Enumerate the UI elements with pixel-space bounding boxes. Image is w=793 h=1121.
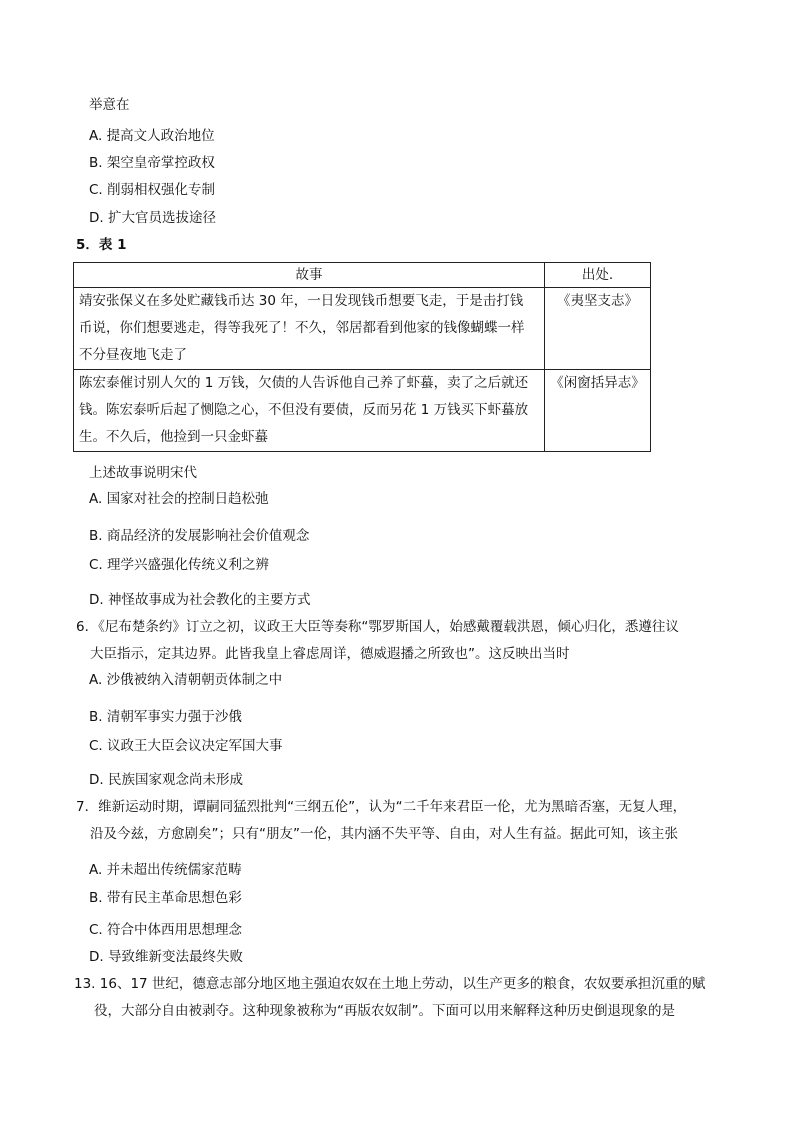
story-line: 币说，你们想要逃走，得等我死了！不久，邻居都看到他家的钱像蝴蝶一样: [79, 320, 525, 336]
table-header-source: 出处.: [545, 263, 651, 288]
q7-option-b: B. 带有民主革命思想色彩: [89, 890, 242, 906]
q6-option-c: C. 议政王大臣会议决定军国大事: [89, 738, 283, 754]
story-line: 生。不久后，他捡到一只金虾蟇: [79, 429, 268, 445]
q5-question-line: 上述故事说明宋代: [89, 465, 197, 481]
story-line: 钱。陈宏泰听后起了恻隐之心，不但没有要债，反而另花 1 万钱买下虾蟇放: [79, 402, 529, 418]
table-row: [74, 288, 651, 370]
story-cell: [74, 370, 545, 452]
q4-option-b: B. 架空皇帝掌控政权: [89, 155, 215, 171]
q5-option-a: A. 国家对社会的控制日趋松弛: [89, 491, 269, 507]
q6-option-d: D. 民族国家观念尚未形成: [89, 772, 243, 788]
q6-option-a: A. 沙俄被纳入清朝朝贡体制之中: [89, 672, 283, 688]
q7-stem-line: 7．维新运动时期，谭嗣同猛烈批判“三纲五伦”，认为“二千年来君臣一伦，尤为黑暗否塞，无复人理，: [76, 799, 687, 815]
q13-stem-line: 役，大部分自由被剥夺。这种现象被称为“再版农奴制”。下面可以用来解释这种历史倒退现象的是: [94, 1003, 675, 1019]
q5-option-c: C. 理学兴盛强化传统义利之辨: [89, 557, 270, 573]
q6-option-b: B. 清朝军事实力强于沙俄: [89, 709, 242, 725]
source-cell: 《夷坚支志》: [545, 288, 651, 370]
q5-stem: 5．表 1: [76, 237, 127, 253]
q4-option-a: A. 提高文人政治地位: [89, 128, 215, 144]
story-line: 靖安张保义在多处贮藏钱币达 30 年，一日发现钱币想要飞走，于是击打钱: [79, 293, 524, 309]
q7-stem-line: 沿及今兹，方愈剧矣”；只有“朋友”一伦，其内涵不失平等、自由，对人生有益。据此可知，该主张: [90, 826, 678, 842]
q4-option-c: C. 削弱相权强化专制: [89, 182, 216, 198]
q7-option-c: C. 符合中体西用思想理念: [89, 922, 243, 938]
q5-story-table: [73, 262, 651, 452]
q6-stem-line: 大臣指示，定其边界。此皆我皇上睿虑周详，德威遐播之所致也”。这反映出当时: [90, 646, 570, 662]
story-line: 陈宏泰催讨别人欠的 1 万钱，欠债的人告诉他自己养了虾蟇，卖了之后就还: [79, 375, 529, 391]
q7-option-d: D. 导致维新变法最终失败: [89, 949, 243, 965]
table-header-row: [74, 263, 651, 288]
q4-option-d: D. 扩大官员选拔途径: [89, 210, 216, 226]
q5-option-b: B. 商品经济的发展影响社会价值观念: [89, 528, 310, 544]
q6-stem-line: 6．《尼布楚条约》订立之初，议政王大臣等奏称“鄂罗斯国人，始感戴覆载洪恩，倾心归化，悉遵往议: [76, 619, 679, 635]
source-cell: 《闲窗括异志》: [545, 370, 651, 452]
q4-stem-tail: 举意在: [89, 97, 130, 113]
q5-option-d: D. 神怪故事成为社会教化的主要方式: [89, 592, 311, 608]
q7-option-a: A. 并未超出传统儒家范畴: [89, 862, 242, 878]
q13-stem-line: 13. 16、17 世纪，德意志部分地区地主强迫农奴在土地上劳动，以生产更多的粮食，农奴要承担沉重的赋: [74, 976, 706, 992]
story-cell: [74, 288, 545, 370]
table-row: [74, 370, 651, 452]
table-header-story: 故事: [74, 263, 545, 288]
story-line: 不分昼夜地飞走了: [79, 347, 187, 363]
